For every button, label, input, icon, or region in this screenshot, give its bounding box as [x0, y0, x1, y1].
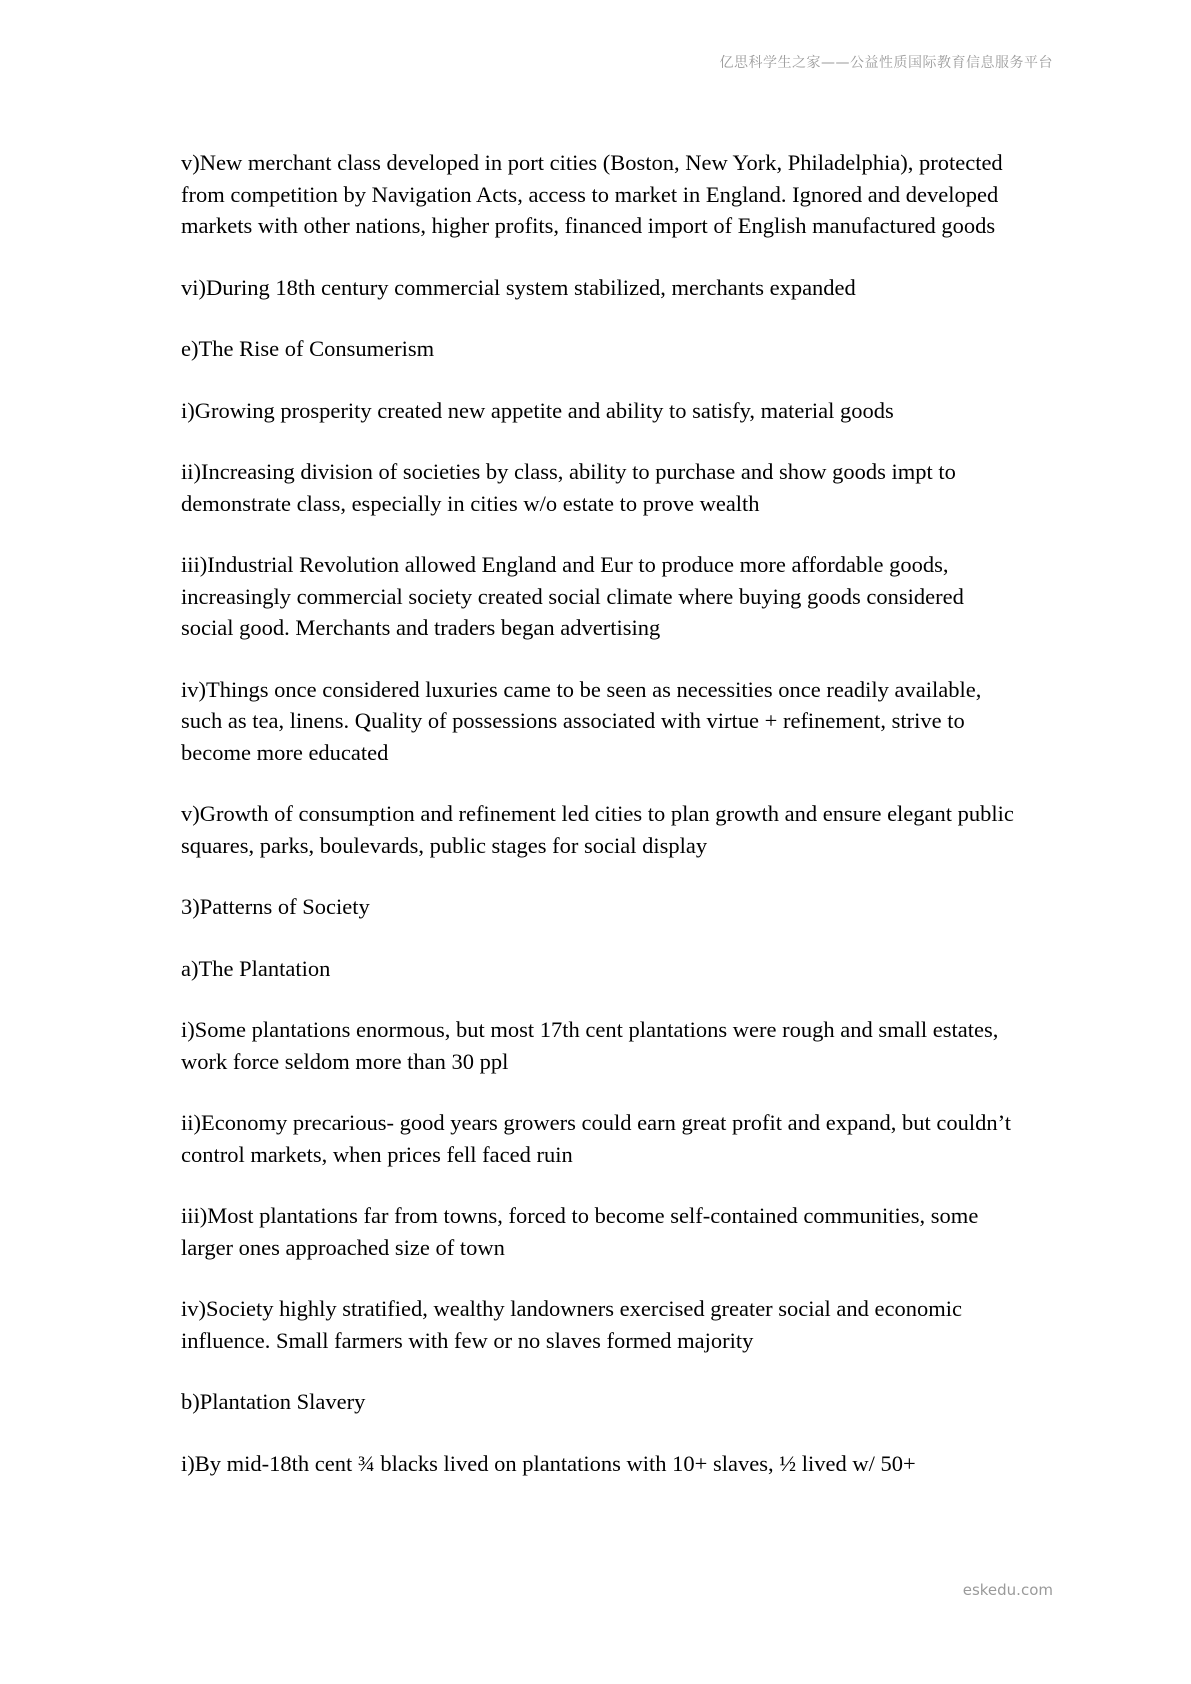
footer-site-domain: eskedu.com	[962, 1581, 1053, 1599]
paragraph: iv)Society highly stratified, wealthy landowners exercised greater social and economic influence. Small farmers with few or no slaves formed majority	[181, 1296, 962, 1353]
section-heading: 3)Patterns of Society	[181, 894, 370, 919]
header-site-title: 亿思科学生之家——公益性质国际教育信息服务平台	[719, 55, 1053, 71]
paragraph: iii)Most plantations far from towns, forced to become self-contained communities, some larger ones approached size of town	[181, 1203, 979, 1260]
paragraph: ii)Increasing division of societies by class, ability to purchase and show goods impt to demonstrate class, especially in cities w/o estate to prove wealth	[181, 459, 956, 516]
paragraph: v)New merchant class developed in port cities (Boston, New York, Philadelphia), protected from competition by Navigation Acts, access to market in England. Ignored and developed markets with other nations, higher profits, financed import of English manufactured goods	[181, 150, 1003, 238]
paragraph: vi)During 18th century commercial system stabilized, merchants expanded	[181, 274, 856, 300]
paragraph: v)Growth of consumption and refinement led cities to plan growth and ensure elegant public squares, parks, boulevards, public stages for social display	[181, 801, 1014, 858]
section-heading: a)The Plantation	[181, 955, 331, 981]
paragraph: i)By mid-18th cent ¾ blacks lived on plantations with 10+ slaves, ½ lived w/ 50+	[181, 1450, 916, 1476]
document-body	[181, 147, 1021, 1509]
section-heading: b)Plantation Slavery	[181, 1389, 366, 1414]
paragraph: iii)Industrial Revolution allowed England and Eur to produce more affordable goods, increasingly commercial society created social climate where buying goods considered social good. Merchants and traders began advertising	[181, 552, 964, 640]
paragraph: i)Growing prosperity created new appetite and ability to satisfy, material goods	[181, 397, 894, 423]
paragraph: ii)Economy precarious- good years growers could earn great profit and expand, but couldn’t control markets, when prices fell faced ruin	[181, 1110, 1011, 1167]
paragraph: iv)Things once considered luxuries came to be seen as necessities once readily available, such as tea, linens. Quality of possessions associated with virtue + refinement, strive to become more educated	[181, 676, 982, 765]
section-heading: e)The Rise of Consumerism	[181, 336, 435, 361]
paragraph: i)Some plantations enormous, but most 17th cent plantations were rough and small estates, work force seldom more than 30 ppl	[181, 1017, 999, 1074]
